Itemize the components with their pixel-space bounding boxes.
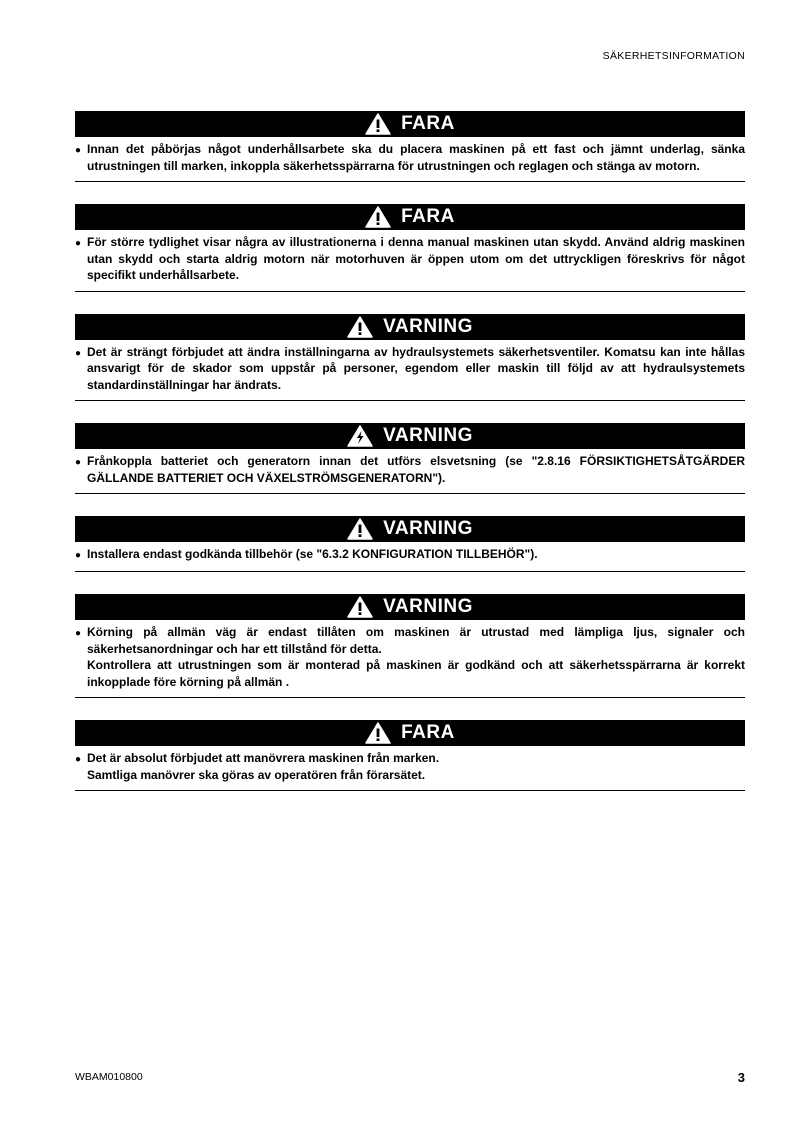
document-code: WBAM010800 <box>75 1071 143 1083</box>
safety-notice <box>75 111 745 182</box>
notice-text: Det är strängt förbjudet att ändra inställningarna av hydraulsystemets säkerhetsventiler. Komatsu kan inte hållas ansvarigt för de skador som uppstår på personer, egendom eller maskin till följd av att hydraulsystemets standardinställningar har ändrats. <box>87 344 745 392</box>
safety-notices <box>75 111 745 813</box>
notice-text: Kontrollera att utrustningen som är monterad på maskinen är godkänd och att säkerhetsspärrarna är korrekt inkopplade före körning på allmän . <box>87 658 745 689</box>
bullet-icon: ● <box>75 550 82 561</box>
bullet-icon: ● <box>75 347 82 359</box>
list-item <box>75 624 745 690</box>
list-item <box>75 546 745 564</box>
bullet-icon: ● <box>75 754 82 765</box>
safety-notice <box>75 423 745 494</box>
warning-triangle-icon <box>365 206 391 228</box>
safety-notice <box>75 314 745 402</box>
notice-text: Samtliga manövrer ska göras av operatören från förarsätet. <box>87 767 426 782</box>
notice-body <box>75 340 745 401</box>
safety-notice <box>75 720 745 791</box>
notice-header-bar <box>75 720 745 746</box>
list-item <box>75 234 745 284</box>
list-item <box>75 141 745 174</box>
notice-level-label: VARNING <box>383 425 473 446</box>
notice-text: Det är absolut förbjudet att manövrera maskinen från marken. <box>87 751 440 765</box>
section-header: SÄKERHETSINFORMATION <box>602 50 745 62</box>
bullet-icon: ● <box>75 628 82 639</box>
notice-body <box>75 449 745 493</box>
list-item <box>75 453 745 486</box>
warning-triangle-icon <box>347 316 373 338</box>
notice-body <box>75 137 745 181</box>
notice-header-bar <box>75 111 745 137</box>
notice-header-bar <box>75 204 745 230</box>
warning-triangle-icon <box>347 596 373 618</box>
safety-notice <box>75 594 745 698</box>
safety-notice <box>75 516 745 572</box>
notice-level-label: FARA <box>401 113 455 134</box>
list-item <box>75 750 745 783</box>
notice-level-label: VARNING <box>383 518 473 539</box>
notice-level-label: FARA <box>401 206 455 227</box>
notice-text: Installera endast godkända tillbehör (se "6.3.2 KONFIGURATION TILLBEHÖR"). <box>87 547 538 561</box>
safety-notice <box>75 204 745 292</box>
bullet-icon: ● <box>75 238 82 249</box>
notice-level-label: VARNING <box>383 315 473 337</box>
electric-shock-icon <box>347 425 373 447</box>
list-item <box>75 344 745 394</box>
notice-body <box>75 620 745 697</box>
notice-header-bar <box>75 423 745 449</box>
warning-triangle-icon <box>347 518 373 540</box>
notice-header-bar <box>75 516 745 542</box>
notice-body <box>75 746 745 790</box>
notice-text: Körning på allmän väg är endast tillåten om maskinen är utrustad med lämpliga ljus, signaler och säkerhetsanordningar och har ett tillstånd för detta. <box>87 625 745 656</box>
page-number: 3 <box>737 1070 745 1085</box>
notice-body <box>75 542 745 571</box>
notice-text: För större tydlighet visar några av illustrationerna i denna manual maskinen utan skydd. Använd aldrig maskinen utan skydd och starta aldrig motorn när motorhuven är öppen utom om det uttryckligen föreskrivs för något specifikt underhållsarbete. <box>87 235 745 282</box>
notice-text: Frånkoppla batteriet och generatorn innan det utförs elsvetsning (se "2.8.16 FÖRSIKTIGHETSÅTGÄRDER GÄLLANDE BATTERIET OCH VÄXELSTRÖMSGENERATORN"). <box>87 454 745 485</box>
notice-text: Innan det påbörjas något underhållsarbete ska du placera maskinen på ett fast och jämnt underlag, sänka utrustningen till marken, inkoppla säkerhetsspärrarna för utrustningen och reglagen och stänga av motorn. <box>87 142 745 173</box>
warning-triangle-icon <box>365 722 391 744</box>
bullet-icon: ● <box>75 457 82 468</box>
notice-header-bar <box>75 594 745 620</box>
notice-level-label: VARNING <box>383 596 473 617</box>
bullet-icon: ● <box>75 145 82 156</box>
notice-body <box>75 230 745 291</box>
notice-level-label: FARA <box>401 722 455 743</box>
warning-triangle-icon <box>365 113 391 135</box>
notice-header-bar <box>75 314 745 340</box>
